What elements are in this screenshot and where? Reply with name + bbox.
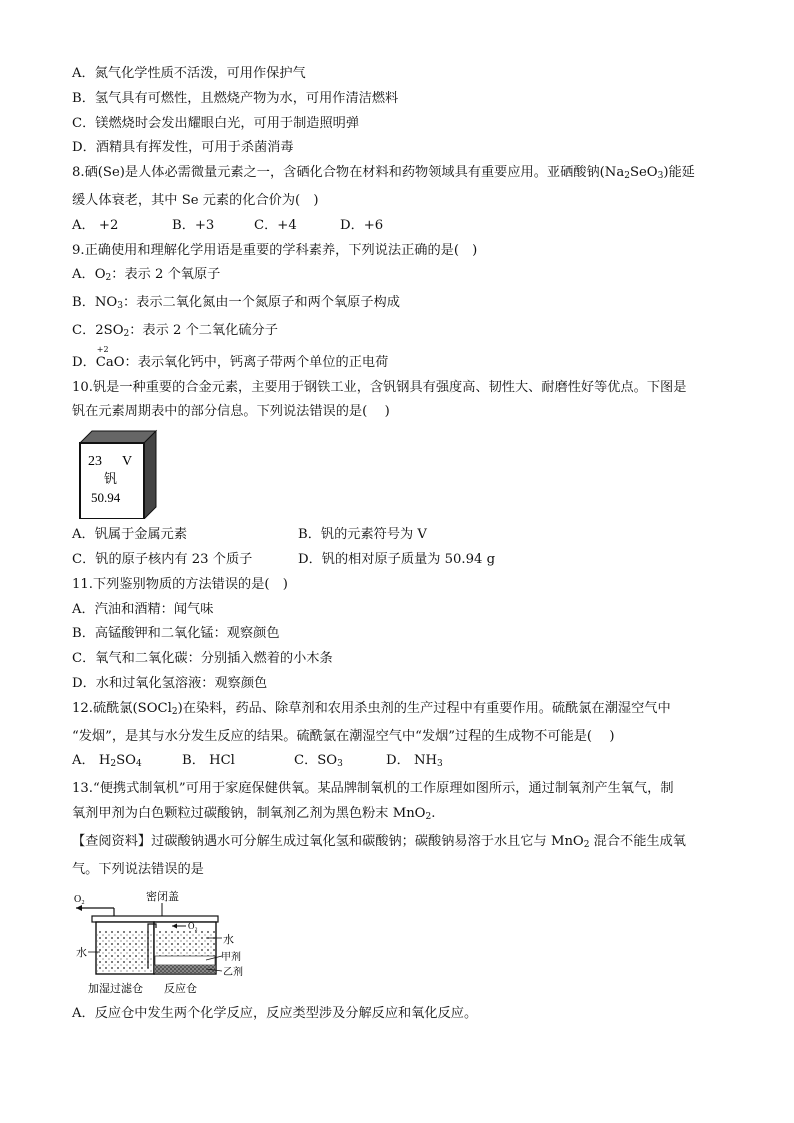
q7-option-b: B．氢气具有可燃性，且燃烧产物为水，可用作清洁燃料: [72, 90, 399, 106]
q8-option-b: B．+3: [172, 217, 215, 233]
q10-option-a: A．钒属于金属元素: [72, 527, 188, 543]
q12-option-b: B． HCl: [182, 753, 235, 769]
q9-stem: 9.正确使用和理解化学用语是重要的学科素养，下列说法正确的是( ): [72, 242, 478, 258]
q12-option-a: A． $H_2SO_4$: [72, 753, 142, 770]
q9-option-c: C．$2SO_2$：表示 2 个二氧化硫分子: [72, 322, 278, 339]
reaction-chamber-label: 反应仓: [164, 982, 197, 996]
q13-stem-line2: 氧剂甲剂为白色颗粒过碳酸钠，制氧剂乙剂为黑色粉末 MnO$_2$.: [72, 805, 436, 822]
q7-option-a: A．氮气化学性质不活泼，可用作保护气: [72, 66, 306, 81]
oxygen-generator-figure: [74, 888, 264, 1000]
q12-stem-line1: 12.硫酰氯(SOCl$_2$)在染料，药品、除草剂和农用杀虫剂的生产过程中有重要作用。硫酰氯在潮湿空气中: [72, 700, 671, 717]
q8-option-c: C．+4: [254, 217, 297, 233]
lid-label: 密闭盖: [146, 890, 179, 904]
element-name: 钒: [104, 472, 118, 488]
q10-stem-line2: 钒在元素周期表中的部分信息。下列说法错误的是( ): [72, 404, 390, 420]
q8-stem-line1: 8.硒(Se)是人体必需微量元素之一，含硒化合物在材料和药物领域具有重要应用。亚硒酸钠$(Na_2SeO_3)$能延: [72, 165, 695, 182]
q12-option-d: D． $NH_3$: [386, 753, 443, 770]
q9-option-d: D． +2 CaO：表示氧化钙中，钙离子带两个单位的正电荷: [72, 351, 732, 376]
q13-reference-line2: 气。下列说法错误的是: [72, 861, 204, 877]
q9-option-b: B．$NO_3$：表示二氧化氮由一个氮原子和两个氧原子构成: [72, 295, 400, 312]
oxygen-generator-diagram: [74, 888, 264, 1000]
q8-option-a: A． +2: [72, 217, 119, 233]
oxidation-state: +2: [96, 344, 109, 354]
humidifier-chamber-label: 加湿过滤仓: [88, 982, 143, 996]
q11-option-c: C．氧气和二氧化碳：分别插入燃着的小木条: [72, 651, 333, 667]
agent-b-label: 乙剂: [223, 967, 243, 979]
water-left-label: 水: [76, 946, 87, 960]
q7-option-d: D．酒精具有挥发性，可用于杀菌消毒: [72, 140, 294, 156]
q11-option-b: B．高锰酸钾和二氧化锰：观察颜色: [72, 626, 280, 642]
q12-option-c: C．$SO_3$: [294, 753, 343, 770]
q10-option-b: B．钒的元素符号为 V: [298, 527, 427, 543]
atomic-number: 23: [88, 454, 102, 470]
cao-formula: +2 CaO: [96, 351, 125, 376]
q10-stem-line1: 10.钒是一种重要的合金元素，主要用于钢铁工业，含钒钢具有强度高、韧性大、耐磨性好等优点。下图是: [72, 379, 687, 395]
water-right-label: 水: [223, 933, 234, 947]
q10-option-d: D．钒的相对原子质量为 50.94 g: [298, 551, 496, 567]
q12-options: [72, 749, 732, 777]
q11-option-d: D．水和过氧化氢溶液：观察颜色: [72, 675, 268, 691]
q8-options: [72, 214, 732, 239]
q11-stem: 11.下列鉴别物质的方法错误的是( ): [72, 576, 288, 592]
vanadium-element-card: [78, 429, 158, 519]
q11-option-a: A．汽油和酒精：闻气味: [72, 601, 214, 617]
q10-option-c: C．钒的原子核内有 23 个质子: [72, 551, 253, 567]
q10-options-row1: [72, 523, 732, 548]
q8-option-d: D．+6: [340, 217, 384, 233]
q13-option-a: A．反应仓中发生两个化学反应，反应类型涉及分解反应和氧化反应。: [72, 1006, 478, 1022]
element-symbol: V: [122, 454, 133, 470]
q8-stem-line2: 缓人体衰老，其中 Se 元素的化合价为( ): [72, 192, 319, 208]
agent-a-label: 甲剂: [221, 952, 241, 964]
q13-stem-line1: 13.“便携式制氧机”可用于家庭保健供氧。某品牌制氧机的工作原理如图所示，通过制氧剂产生氧气，制: [72, 781, 674, 797]
exam-page: [72, 62, 732, 1027]
o2-outlet-label: O₂: [74, 894, 85, 906]
q13-reference-line1: 【查阅资料】过碳酸钠遇水可分解生成过氧化氢和碳酸钠；碳酸钠易溶于水且它与 MnO$_2$ 混合不能生成氧: [72, 833, 686, 850]
o2-inlet-label: O₂: [188, 921, 198, 932]
q10-options-row2: [72, 548, 732, 573]
q12-stem-line2: “发烟”，是其与水分发生反应的结果。硫酰氯在潮湿空气中“发烟”过程的生成物不可能是( ): [72, 728, 615, 744]
atomic-mass: 50.94: [91, 490, 121, 506]
q9-option-a: A．$O_2$：表示 2 个氧原子: [72, 267, 221, 284]
element-card-figure: [78, 429, 158, 519]
q7-option-c: C．镁燃烧时会发出耀眼白光，可用于制造照明弹: [72, 115, 360, 131]
